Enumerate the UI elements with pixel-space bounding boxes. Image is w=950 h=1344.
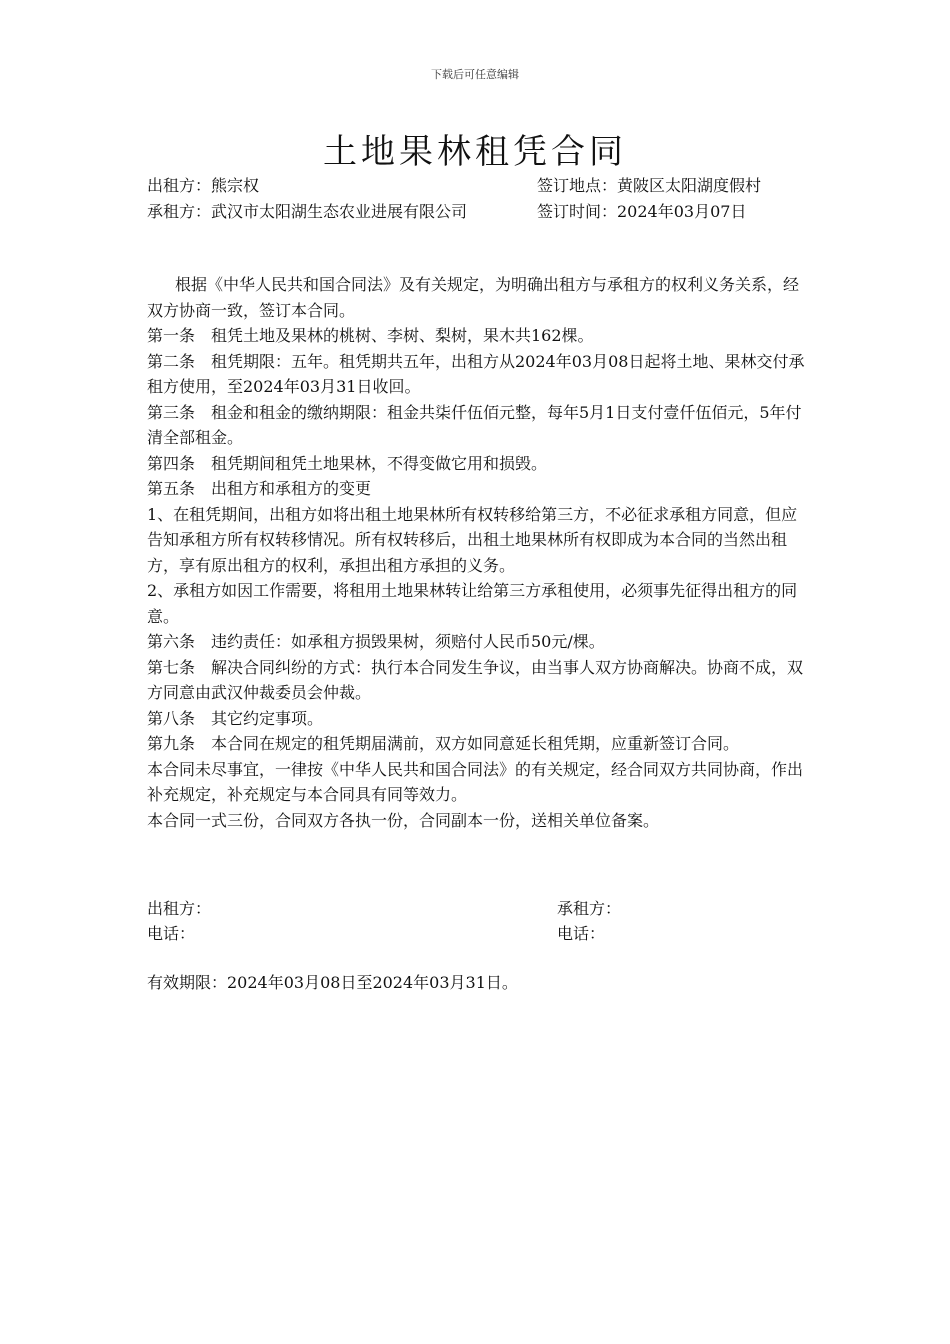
lessee-phone-label: 电话：: [557, 924, 606, 943]
phone-row: [147, 921, 827, 947]
supplementary-paragraph: 本合同未尽事宜，一律按《中华人民共和国合同法》的有关规定，经合同双方共同协商，作出补充规定，补充规定与本合同具有同等效力。: [147, 759, 804, 804]
meta-row-2: [147, 199, 827, 225]
clause-2: 第二条 租凭期限：五年。租凭期共五年，出租方从2024年03月08日起将土地、果林交付承租方使用，至2024年03月31日收回。: [147, 351, 805, 396]
header-note: 下载后可任意编辑: [431, 68, 519, 81]
lessor-line: 出租方：熊宗权: [147, 176, 260, 195]
copies-paragraph: 本合同一式三份，合同双方各执一份，合同副本一份，送相关单位备案。: [147, 810, 660, 830]
contract-body: [147, 272, 812, 833]
sign-place-line: 签订地点：黄陂区太阳湖度假村: [537, 176, 762, 195]
signature-row: [147, 896, 827, 922]
clause-5-item-2: 2、承租方如因工作需要，将租用土地果林转让给第三方承租使用，必须事先征得出租方的同意。: [147, 581, 798, 626]
clause-8: 第八条 其它约定事项。: [147, 708, 324, 728]
clause-9: 第九条 本合同在规定的租凭期届满前，双方如同意延长租凭期，应重新签订合同。: [147, 734, 740, 753]
clause-7: 第七条 解决合同纠纷的方式：执行本合同发生争议，由当事人双方协商解决。协商不成，双方同意由武汉仲裁委员会仲裁。: [147, 657, 804, 702]
sign-time-line: 签订时间：2024年03月07日: [537, 202, 747, 221]
lessee-signature-label: 承租方：: [557, 899, 622, 918]
preamble-paragraph: 根据《中华人民共和国合同法》及有关规定，为明确出租方与承租方的权利义务关系，经双方协商一致，签订本合同。: [147, 275, 800, 320]
lessee-line: 承租方：武汉市太阳湖生态农业进展有限公司: [147, 202, 468, 221]
clause-4: 第四条 租凭期间租凭土地果林，不得变做它用和损毁。: [147, 453, 548, 473]
clause-5-item-1: 1、在租凭期间，出租方如将出租土地果林所有权转移给第三方，不必征求承租方同意，但应告知承租方所有权转移情况。所有权转移后，出租土地果林所有权即成为本合同的当然出租方，享有原出租方的权利，承担出租方承担的义务。: [147, 504, 798, 575]
lessor-phone-label: 电话：: [147, 924, 196, 943]
document-title: 土地果林租凭合同: [323, 132, 627, 172]
clause-3: 第三条 租金和租金的缴纳期限：租金共柒仟伍佰元整，每年5月1日支付壹仟伍佰元，5年付清全部租金。: [147, 402, 802, 447]
clause-5: 第五条 出租方和承租方的变更: [147, 479, 372, 498]
meta-row-1: [147, 173, 827, 199]
lessor-signature-label: 出租方：: [147, 899, 212, 918]
clause-1: 第一条 租凭土地及果林的桃树、李树、梨树，果木共162棵。: [147, 326, 594, 345]
validity-period: 有效期限：2024年03月08日至2024年03月31日。: [147, 973, 518, 992]
clause-6: 第六条 违约责任：如承租方损毁果树，须赔付人民币50元/棵。: [147, 632, 605, 651]
